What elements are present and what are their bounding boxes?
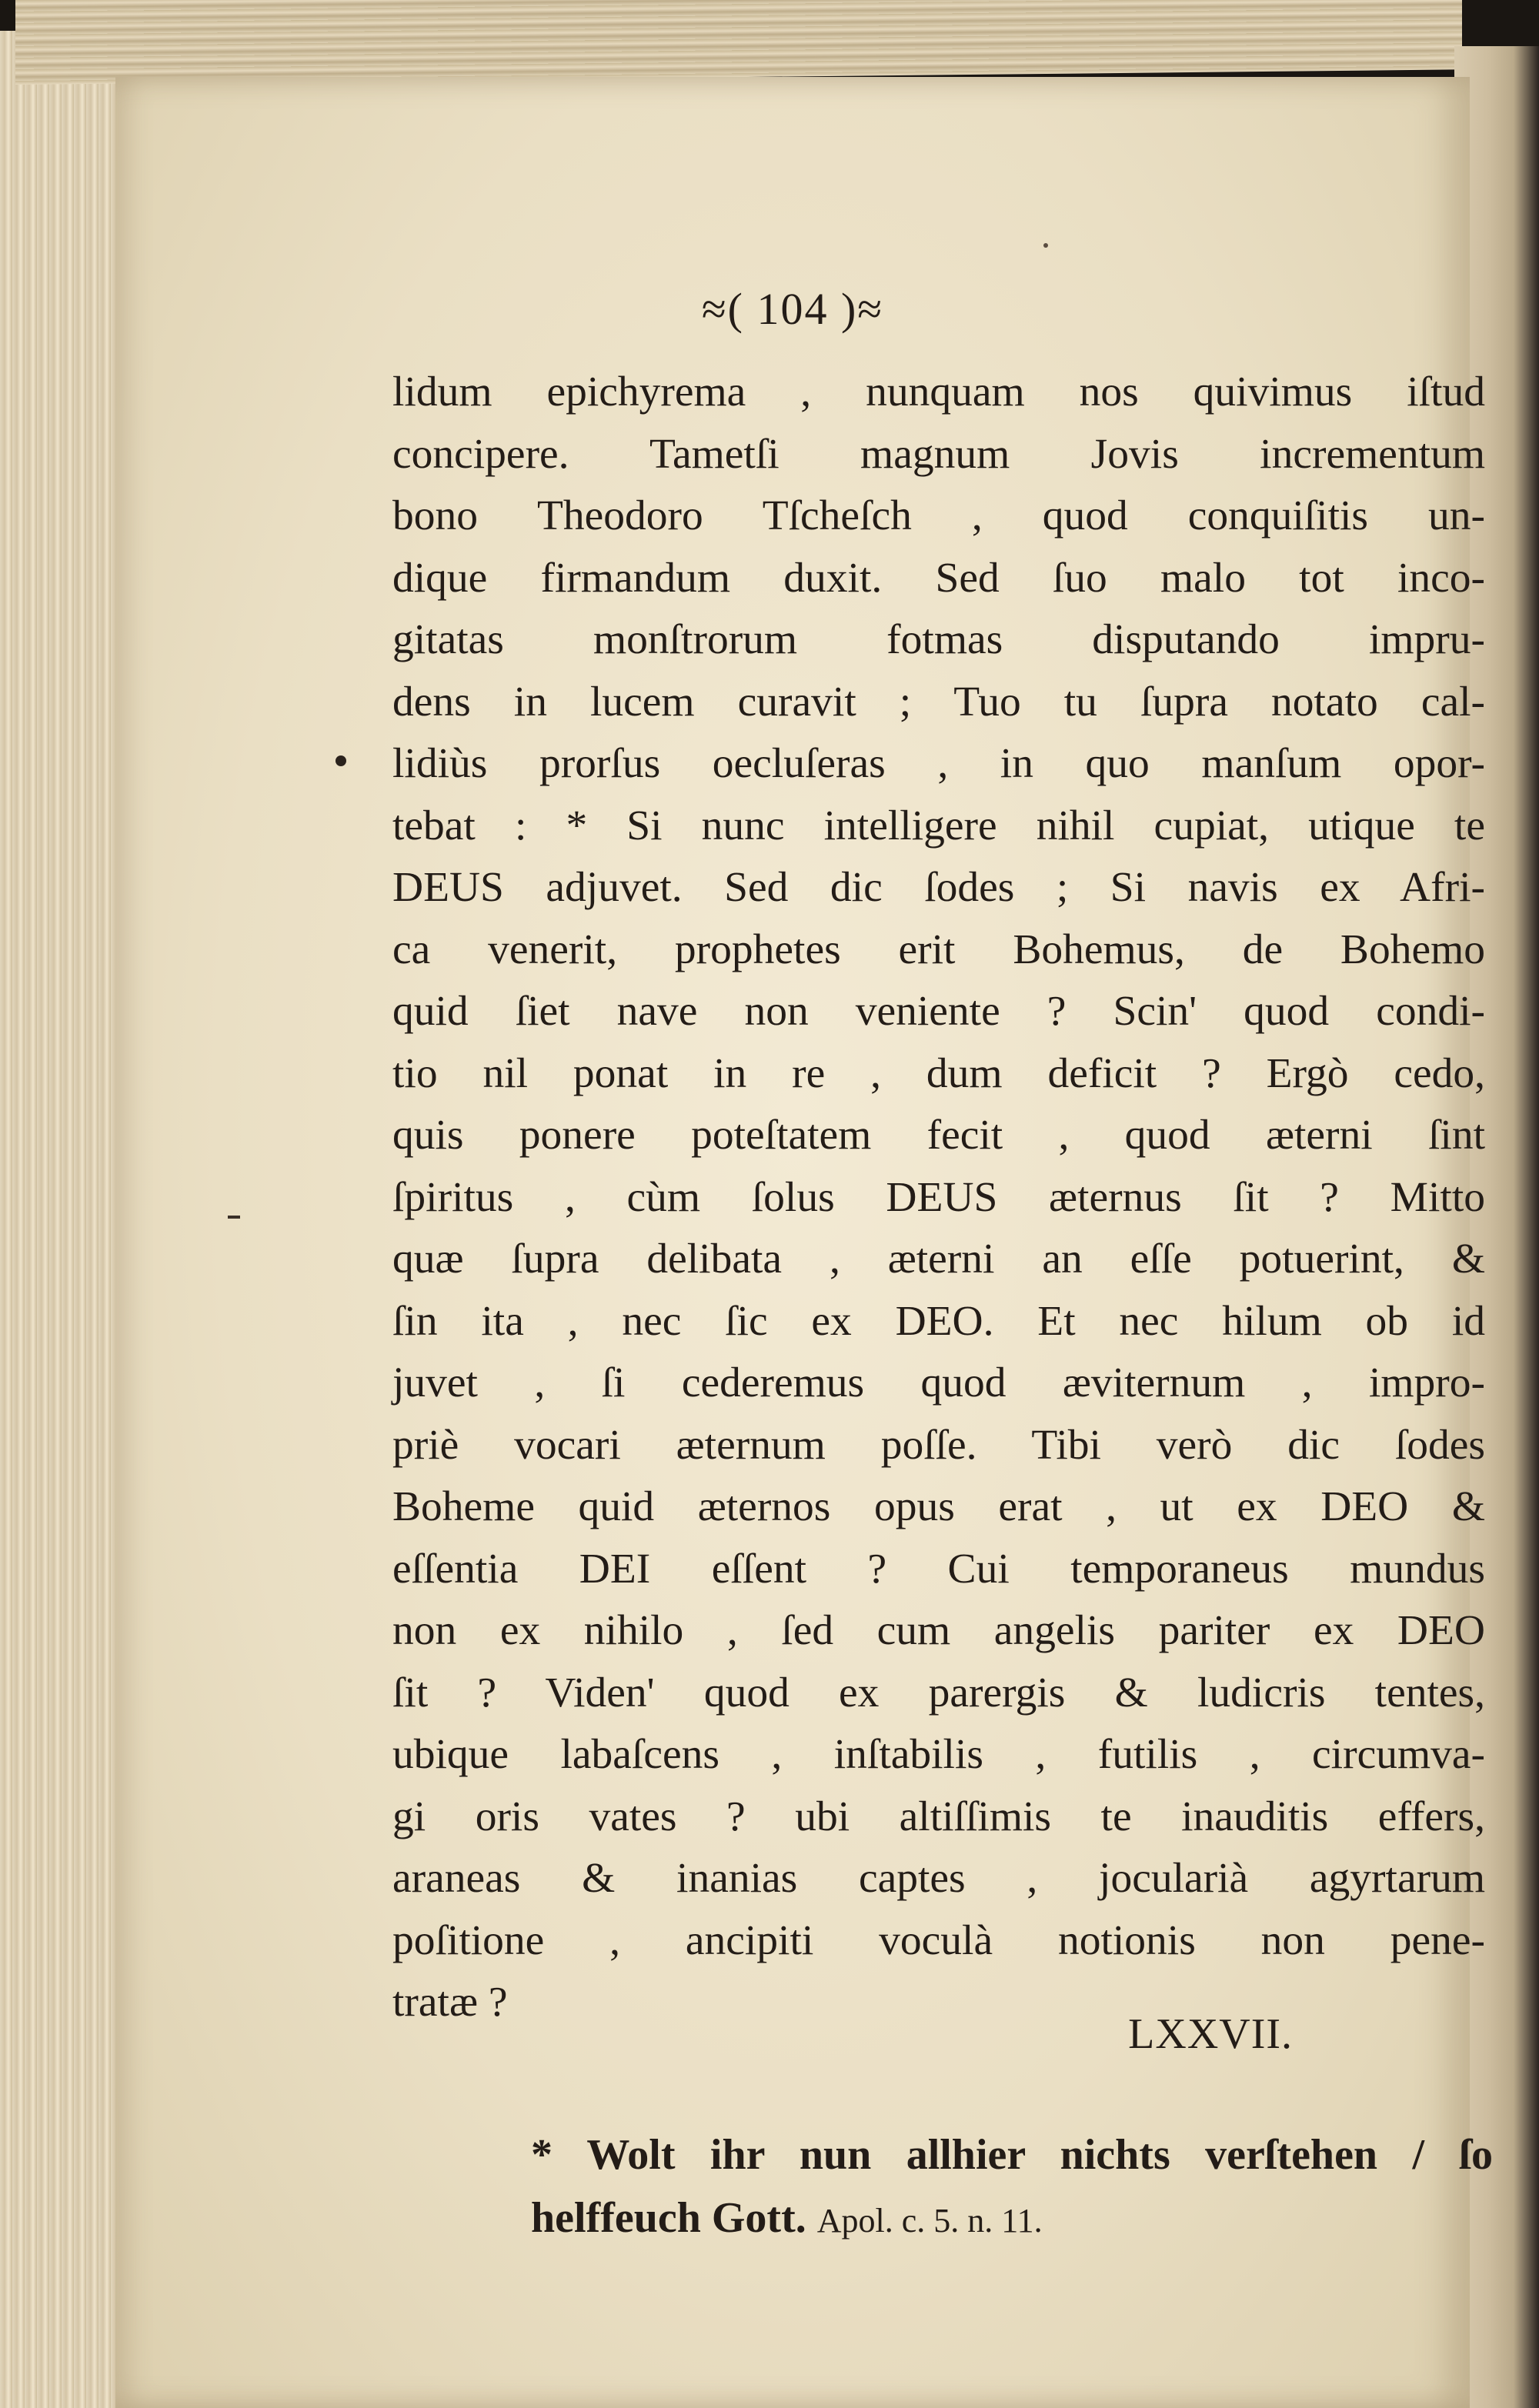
margin-mark xyxy=(336,755,346,766)
text-line: tio nil ponat in re , dum deficit ? Ergò cedo, xyxy=(392,1049,1485,1097)
text-line: priè vocari æternum poſſe. Tibi verò dic ſodes xyxy=(392,1421,1485,1469)
page-stack-top xyxy=(15,0,1462,85)
text-line: ſin ita , nec ſic ex DEO. Et nec hilum ob id xyxy=(392,1297,1485,1345)
body-text xyxy=(392,362,1485,2034)
text-line: araneas & inanias captes , jocularià agyrtarum xyxy=(392,1855,1485,1902)
text-line: quæ ſupra delibata , æterni an eſſe potuerint, & xyxy=(392,1236,1485,1282)
footnote-text: helffeuch Gott. xyxy=(531,2194,806,2242)
text-line: bono Theodoro Tſcheſch , quod conquiſitis un- xyxy=(392,492,1485,539)
text-line: Boheme quid æternos opus erat , ut ex DEO & xyxy=(392,1483,1485,1530)
text-line: eſſentia DEI eſſent ? Cui temporaneus mundus xyxy=(392,1545,1485,1593)
footnote-reference: Apol. c. 5. n. 11. xyxy=(816,2202,1043,2240)
text-line: juvet , ſi cederemus quod æviternum , impro- xyxy=(392,1359,1485,1406)
text-line: dens in lucem curavit ; Tuo tu ſupra notato cal- xyxy=(392,678,1485,725)
text-line: tratæ ? xyxy=(392,1979,508,2026)
footnote xyxy=(531,2123,1493,2253)
footnote-line xyxy=(531,2186,1493,2253)
text-line: ca venerit, prophetes erit Bohemus, de Bohemo xyxy=(392,926,1485,973)
text-line: ubique labaſcens , inſtabilis , futilis , circumva- xyxy=(392,1731,1485,1778)
book-page xyxy=(115,77,1493,2408)
text-line: ſpiritus , cùm ſolus DEUS æternus ſit ? Mitto xyxy=(392,1173,1485,1221)
text-line: quid ſiet nave non veniente ? Scin' quod condi- xyxy=(392,988,1485,1035)
text-line: lidum epichyrema , nunquam nos quivimus iſtud xyxy=(392,369,1485,415)
ink-speck xyxy=(1043,243,1048,248)
page-header: ≈( 104 )≈ xyxy=(701,284,884,334)
text-line: concipere. Tametſi magnum Jovis incrementum xyxy=(392,430,1485,478)
text-line: quis ponere poteſtatem fecit , quod æterni ſint xyxy=(392,1112,1485,1159)
text-line: lidiùs prorſus oecluſeras , in quo manſum opor- xyxy=(392,740,1485,787)
text-line: gi oris vates ? ubi altiſſimis te inauditis effers, xyxy=(392,1793,1485,1840)
footnote-line: * Wolt ihr nun allhier nichts verſtehen / ſo xyxy=(531,2131,1493,2179)
text-line: dique firmandum duxit. Sed ſuo malo tot inco- xyxy=(392,554,1485,602)
page-stack-left xyxy=(0,31,131,2408)
text-line: DEUS adjuvet. Sed dic ſodes ; Si navis ex Afri- xyxy=(392,864,1485,911)
text-line: tebat : * Si nunc intelligere nihil cupiat, utique te xyxy=(392,802,1485,849)
text-line: gitatas monſtrorum fotmas disputando impru- xyxy=(392,616,1485,663)
catchword: LXXVII. xyxy=(1128,2010,1293,2058)
text-line: poſitione , ancipiti voculà notionis non pene- xyxy=(392,1916,1485,1964)
margin-dash xyxy=(228,1216,240,1219)
text-line: ſit ? Viden' quod ex parergis & ludicris tentes, xyxy=(392,1669,1485,1716)
text-line: non ex nihilo , ſed cum angelis pariter ex DEO xyxy=(392,1607,1485,1654)
